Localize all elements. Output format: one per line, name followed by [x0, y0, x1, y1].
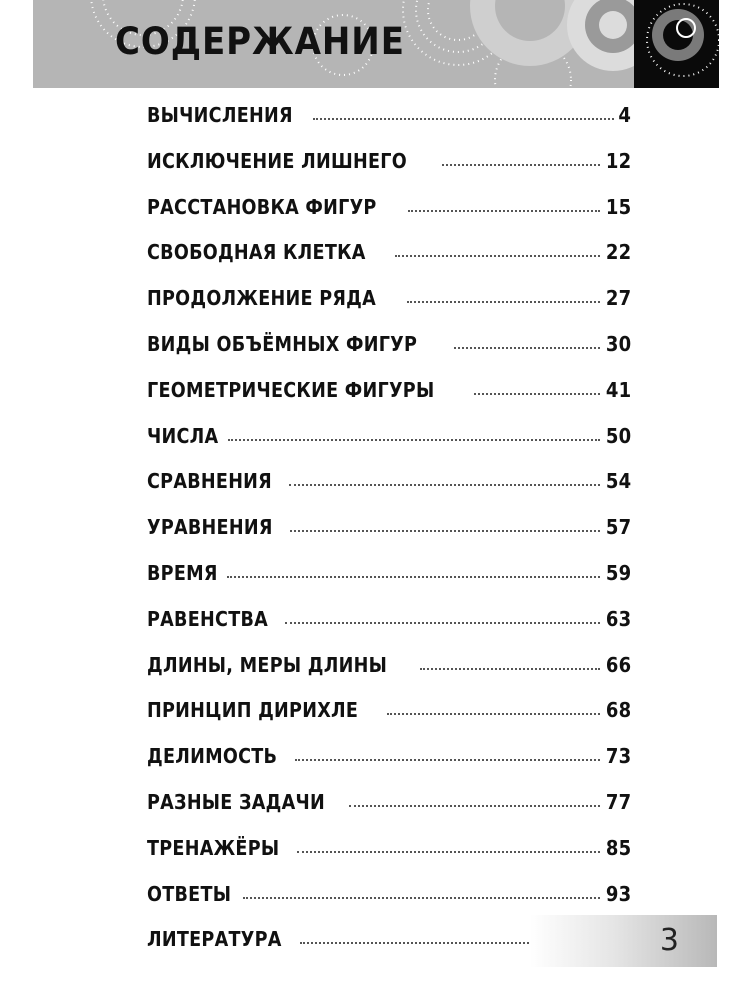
- toc-entry-title: ГЕОМЕТРИЧЕСКИЕ ФИГУРЫ: [147, 377, 435, 402]
- toc-entry-page: 22: [605, 240, 631, 265]
- dot-leader: [407, 300, 599, 303]
- toc-entry-page: 63: [605, 606, 631, 631]
- dot-leader: [420, 667, 600, 670]
- toc-entry[interactable]: [147, 149, 631, 195]
- toc-entry-page: 57: [605, 515, 631, 540]
- toc-entry-page: 77: [605, 789, 631, 814]
- toc-entry[interactable]: [147, 607, 631, 653]
- toc-entry-title: РАВЕНСТВА: [147, 606, 269, 631]
- dot-leader: [295, 758, 600, 761]
- toc-entry[interactable]: [147, 286, 631, 332]
- dot-leader: [408, 209, 600, 212]
- toc-entry-title: ВЫЧИСЛЕНИЯ: [147, 103, 293, 127]
- toc-entry-page: 27: [605, 286, 631, 311]
- table-of-contents: [147, 103, 631, 973]
- dot-leader: [349, 804, 599, 807]
- toc-entry[interactable]: [147, 332, 631, 378]
- toc-entry-title: ОТВЕТЫ: [147, 881, 232, 906]
- dot-leader: [243, 896, 600, 899]
- toc-entry-title: ПРОДОЛЖЕНИЕ РЯДА: [147, 286, 377, 311]
- toc-entry-title: ВРЕМЯ: [147, 560, 218, 585]
- page-number: 3: [659, 923, 679, 958]
- toc-entry-page: 54: [605, 469, 631, 494]
- toc-entry-title: ЛИТЕРАТУРА: [147, 927, 282, 952]
- toc-entry[interactable]: [147, 515, 631, 561]
- dot-leader: [289, 483, 600, 486]
- toc-entry[interactable]: [147, 378, 631, 424]
- toc-entry[interactable]: [147, 836, 631, 882]
- page-title: СОДЕРЖАНИЕ: [115, 20, 405, 63]
- header-banner: [33, 0, 719, 88]
- toc-entry[interactable]: [147, 790, 631, 836]
- toc-entry-page: 73: [605, 744, 631, 769]
- toc-entry-page: 66: [605, 652, 631, 677]
- dot-leader: [387, 712, 600, 715]
- dot-leader: [228, 438, 599, 441]
- toc-entry[interactable]: [147, 240, 631, 286]
- dot-leader: [297, 850, 599, 853]
- toc-entry[interactable]: [147, 469, 631, 515]
- toc-entry[interactable]: [147, 744, 631, 790]
- toc-entry[interactable]: [147, 653, 631, 699]
- dot-leader: [285, 621, 600, 624]
- toc-entry-page: 15: [605, 194, 631, 219]
- toc-entry[interactable]: [147, 103, 631, 149]
- toc-entry-page: 4: [618, 103, 631, 127]
- toc-entry-title: РАССТАНОВКА ФИГУР: [147, 194, 377, 219]
- toc-entry[interactable]: [147, 561, 631, 607]
- toc-entry-title: ТРЕНАЖЁРЫ: [147, 835, 280, 860]
- toc-entry[interactable]: [147, 195, 631, 241]
- toc-entry-page: 50: [605, 423, 631, 448]
- toc-entry-title: УРАВНЕНИЯ: [147, 515, 273, 540]
- toc-entry-title: ЧИСЛА: [147, 423, 219, 448]
- dot-leader: [227, 575, 599, 578]
- toc-entry-page: 85: [605, 835, 631, 860]
- dot-leader: [442, 163, 599, 166]
- toc-entry-page: 30: [605, 331, 631, 356]
- toc-entry-title: СВОБОДНАЯ КЛЕТКА: [147, 240, 366, 265]
- toc-entry-page: 59: [605, 560, 631, 585]
- toc-entry[interactable]: [147, 424, 631, 470]
- toc-entry-title: ВИДЫ ОБЪЁМНЫХ ФИГУР: [147, 331, 418, 356]
- toc-entry-title: ДЛИНЫ, МЕРЫ ДЛИНЫ: [147, 652, 388, 677]
- dot-leader: [454, 346, 600, 349]
- toc-entry-page: 68: [605, 698, 631, 723]
- toc-entry[interactable]: [147, 698, 631, 744]
- toc-entry-title: ИСКЛЮЧЕНИЕ ЛИШНЕГО: [147, 148, 407, 173]
- toc-entry-title: РАЗНЫЕ ЗАДАЧИ: [147, 789, 325, 814]
- toc-entry-page: 93: [605, 881, 631, 906]
- toc-entry-title: ПРИНЦИП ДИРИХЛЕ: [147, 698, 359, 723]
- dot-leader: [290, 529, 600, 532]
- page-number-bar: [530, 915, 717, 967]
- toc-entry-page: 12: [605, 148, 631, 173]
- dot-leader: [474, 392, 600, 395]
- dot-leader: [395, 254, 599, 257]
- toc-entry-title: СРАВНЕНИЯ: [147, 469, 273, 494]
- toc-entry-page: 41: [605, 377, 631, 402]
- dot-leader: [313, 117, 614, 120]
- toc-entry-title: ДЕЛИМОСТЬ: [147, 744, 278, 769]
